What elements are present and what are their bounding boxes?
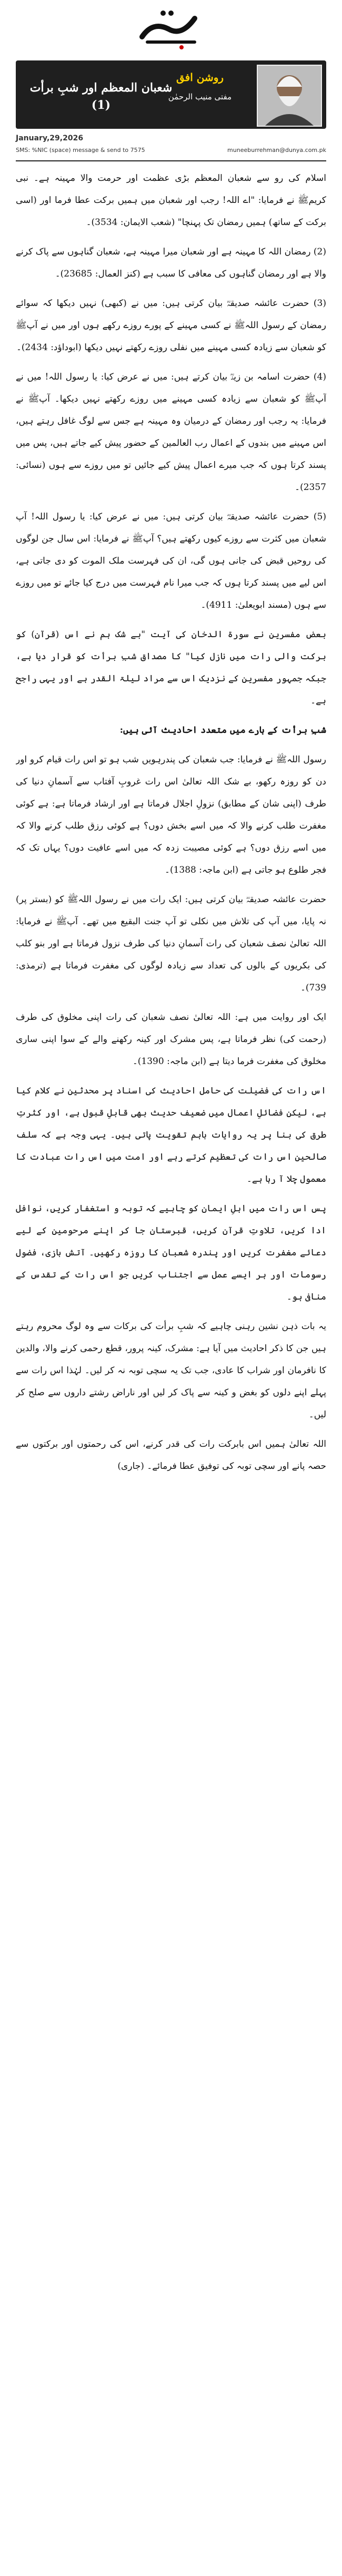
dunya-logo-icon	[132, 0, 210, 53]
paragraph: رسول اللہﷺ نے فرمایا: جب شعبان کی پندرہویں شب ہو تو اس رات قیام کرو اور دن کو روزہ رکھو، بے شک اللہ تعالیٰ اس رات غروبِ آفتاب سے آسمانِ دنیا کی طرف (اپنی شان کے مطابق) نزولِ اجلال فرماتا ہے اور ارشاد فرماتا ہے: ہے کوئی مغفرت طلب کرنے والا کہ میں اسے بخش دوں؟ ہے کوئی رزق طلب کرنے والا کہ میں اسے رزق دوں؟ ہے کوئی مصیبت زدہ کہ میں اسے عافیت دوں؟ یہاں تک کہ فجر طلوع ہو جاتی ہے (ابن ماجہ: 1388)۔	[16, 754, 326, 875]
column-header	[16, 60, 326, 129]
author-portrait-icon	[258, 66, 321, 126]
article-title: شعبان المعظم اور شبِ برأت (1)	[29, 81, 173, 112]
paragraph: ایک اور روایت میں ہے: اللہ تعالیٰ نصف شعبان کی رات اپنی مخلوق کی طرف (رحمت کی) نظر فرماتا ہے، پس مشرک اور کینہ رکھنے والے کے سوا اپنی ساری مخلوق کی مغفرت فرما دیتا ہے (ابن ماجہ: 1390)۔	[16, 1012, 326, 1067]
paragraph: (4) حضرت اسامہ بن زیدؓ بیان کرتے ہیں: میں نے عرض کیا: یا رسول اللہ! میں نے آپﷺ کو شعبان سے زیادہ کسی مہینے میں روزے رکھتے نہیں دیکھا۔ آپﷺ نے فرمایا: یہ رجب اور رمضان کے درمیان وہ مہینہ ہے جس سے لوگ غافل رہتے ہیں، اس مہینے میں بندوں کے اعمال رب العالمین کے حضور پیش کیے جاتے ہیں، پس میں پسند کرتا ہوں کہ جب میرے اعمال پیش کیے جائیں تو میں روزے سے ہوں (نسائی: 2357)۔	[16, 372, 326, 493]
section-heading: شبِ برأت کے بارے میں متعدد احادیث آئی ہیں:	[119, 725, 326, 735]
author-email[interactable]: muneeburrehman@dunya.com.pk	[227, 147, 326, 154]
author-photo	[257, 65, 322, 127]
paragraph: یہ بات ذہن نشین رہنی چاہیے کہ شبِ برأت کی برکات سے وہ لوگ محروم رہتے ہیں جن کا ذکر احادیث میں آیا ہے: مشرک، کینہ پرور، قطع رحمی کرنے والا، والدین کا نافرمان اور شراب کا عادی، جب تک یہ سچی توبہ نہ کر لیں۔ لہٰذا اس رات سے پہلے اپنے دلوں کو بغض و کینہ سے پاک کر لیں اور ناراض رشتے داروں سے صلح کر لیں۔	[16, 1321, 326, 1420]
paragraph: اس رات کی فضیلت کی حامل احادیث کی اسناد پر محدثین نے کلام کیا ہے، لیکن فضائلِ اعمال میں ضعیف حدیث بھی قابلِ قبول ہے، اور کثرتِ طرق کی بنا پر یہ روایات باہم تقویت پاتی ہیں۔ یہی وجہ ہے کہ سلف صالحین اس رات کی تعظیم کرتے رہے اور امت میں اس رات عبادت کا معمول چلا آ رہا ہے۔	[16, 1086, 326, 1184]
paragraph: حضرت عائشہ صدیقہؓ بیان کرتی ہیں: ایک رات میں نے رسول اللہﷺ کو (بستر پر) نہ پایا، میں آپ کی تلاش میں نکلی تو آپ جنت البقیع میں تھے۔ آپﷺ نے فرمایا: اللہ تعالیٰ نصف شعبان کی رات آسمانِ دنیا کی طرف نزول فرماتا ہے اور بنو کلب کی بکریوں کے بالوں کی تعداد سے زیادہ لوگوں کی مغفرت فرماتا ہے (ترمذی: 739)۔	[16, 894, 326, 993]
paragraph: اللہ تعالیٰ ہمیں اس بابرکت رات کی قدر کرنے، اس کی رحمتوں اور برکتوں سے حصہ پانے اور سچی توبہ کی توفیق عطا فرمائے۔ (جاری)	[16, 1439, 326, 1471]
paragraph: (2) رمضان اللہ کا مہینہ ہے اور شعبان میرا مہینہ ہے، شعبان گناہوں سے پاک کرنے والا ہے اور رمضان گناہوں کی معافی کا سبب ہے (کنز العمال: 23685)۔	[16, 247, 326, 279]
header-divider	[16, 160, 326, 161]
paragraph: اسلام کی رو سے شعبان المعظم بڑی عظمت اور حرمت والا مہینہ ہے۔ نبی کریمﷺ نے فرمایا: "اے اللہ! رجب اور شعبان میں ہمیں برکت عطا فرما اور (اسی برکت کے ساتھ) ہمیں رمضان تک پہنچا" (شعب الایمان: 3534)۔	[16, 173, 326, 228]
newspaper-logo	[132, 0, 210, 53]
article-body	[16, 167, 326, 2564]
paragraph: (3) حضرت عائشہ صدیقہؓ بیان کرتی ہیں: میں نے (کبھی) نہیں دیکھا کہ سوائے رمضان کے رسول اللہﷺ نے کسی مہینے کے پورے روزے رکھے ہوں اور میں نے آپﷺ کو شعبان سے زیادہ کسی مہینے میں نفلی روزے رکھتے نہیں دیکھا (ابوداؤد: 2434)۔	[16, 298, 326, 353]
paragraph: پس اس رات میں اہلِ ایمان کو چاہیے کہ توبہ و استغفار کریں، نوافل ادا کریں، تلاوتِ قرآن کریں، قبرستان جا کر اپنے مرحومین کے لیے دعائے مغفرت کریں اور پندرہ شعبان کا روزہ رکھیں۔ آتش بازی، فضول رسومات اور ہر ایسے عمل سے اجتناب کریں جو اس رات کے تقدس کے منافی ہو۔	[16, 1203, 326, 1302]
author-name: مفتی منیب الرحمٰن	[168, 92, 232, 101]
paragraph: بعض مفسرین نے سورۃ الدخان کی آیت "بے شک ہم نے اس (قرآن) کو برکت والی رات میں نازل کیا" کا مصداق شبِ برأت کو قرار دیا ہے، جبکہ جمہور مفسرین کے نزدیک اس سے مراد لیلۃ القدر ہے اور یہی راجح ہے۔	[16, 629, 326, 706]
paragraph: (5) حضرت عائشہ صدیقہؓ بیان کرتی ہیں: میں نے عرض کیا: یا رسول اللہ! آپ شعبان میں کثرت سے روزے کیوں رکھتے ہیں؟ آپﷺ نے فرمایا: اس سال جن لوگوں کی روحیں قبض کی جانی ہوں گی، ان کی فہرست ملک الموت کو دی جاتی ہے، اس لیے میں پسند کرتا ہوں کہ جب میرا نام فہرست میں درج کیا جائے تو میں روزے سے ہوں (مسند ابویعلیٰ: 4911)۔	[16, 512, 326, 610]
publish-date: January,29,2026	[16, 134, 84, 142]
meta-row	[16, 134, 326, 159]
sms-instructions: SMS: %NIC (space) message & send to 7575	[16, 147, 145, 154]
column-title: روشن افق	[176, 71, 224, 84]
